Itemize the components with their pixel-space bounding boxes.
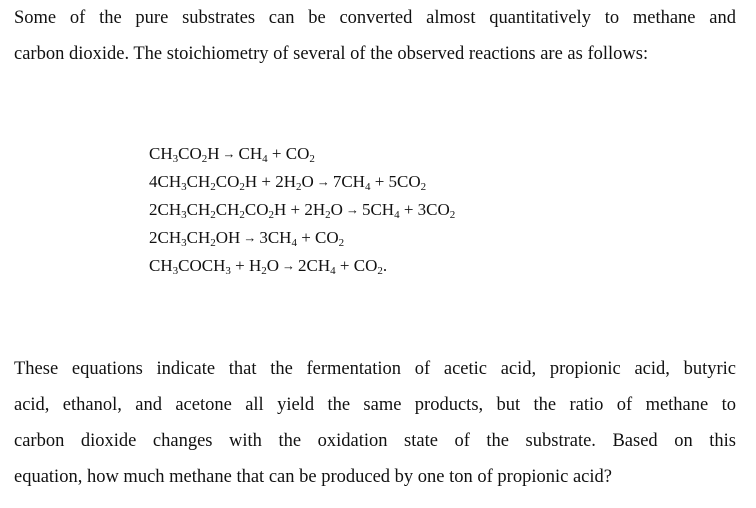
formula-text: O: [301, 172, 314, 191]
subscript: 3: [181, 209, 187, 221]
subscript: 2: [309, 153, 315, 165]
formula-text: H + 2H: [244, 172, 297, 191]
formula-text: COCH: [178, 256, 226, 275]
subscript: 2: [449, 209, 456, 221]
formula-text: + CO: [296, 228, 339, 247]
subscript: 2: [201, 153, 208, 165]
formula-text: CH: [186, 172, 211, 191]
formula-text: CO: [178, 144, 202, 163]
subscript: 4: [364, 181, 371, 193]
subscript: 3: [181, 181, 187, 193]
formula-text: 2CH: [298, 256, 331, 275]
formula-text: CH: [149, 256, 173, 275]
intro-paragraph: [14, 0, 736, 72]
subscript: 2: [239, 209, 245, 221]
reaction-equation: [149, 169, 455, 197]
formula-text: + CO: [335, 256, 378, 275]
subscript: 2: [338, 237, 345, 249]
subscript: 2: [210, 181, 216, 193]
intro-line: Some of the pure substrates can be converted almost quantitatively to methane and: [14, 8, 736, 28]
formula-text: OH: [215, 228, 241, 247]
formula-text: CH: [238, 144, 263, 163]
reaction-arrow-icon: →: [316, 174, 330, 189]
formula-text: .: [382, 256, 388, 275]
formula-text: CH: [215, 200, 240, 219]
question-line: These equations indicate that the fermentation of acetic acid, propionic acid, butyric: [14, 359, 736, 379]
subscript: 2: [377, 265, 383, 277]
subscript: 2: [420, 181, 427, 193]
formula-text: CO: [215, 172, 240, 191]
subscript: 2: [239, 181, 245, 193]
reaction-equation: [149, 253, 455, 281]
reaction-equation: [149, 141, 455, 169]
subscript: 4: [330, 265, 336, 277]
intro-line: carbon dioxide. The stoichiometry of several of the observed reactions are as follows:: [14, 44, 649, 64]
formula-text: O: [330, 200, 343, 219]
reaction-arrow-icon: →: [345, 202, 359, 217]
formula-text: 5CH: [361, 200, 395, 219]
reaction-equation: [149, 225, 455, 253]
formula-text: + CO: [267, 144, 310, 163]
formula-text: CH: [186, 200, 211, 219]
formula-text: 7CH: [332, 172, 365, 191]
reaction-equations: [149, 141, 455, 281]
question-paragraph: [14, 351, 736, 495]
formula-text: + 3CO: [399, 200, 450, 219]
reaction-arrow-icon: →: [243, 230, 257, 245]
formula-text: CH: [149, 144, 173, 163]
reaction-arrow-icon: →: [222, 146, 236, 161]
subscript: 2: [210, 209, 216, 221]
formula-text: 2CH: [149, 228, 182, 247]
subscript: 2: [210, 237, 216, 249]
subscript: 2: [325, 209, 331, 221]
subscript: 4: [394, 209, 400, 221]
question-line: acid, ethanol, and acetone all yield the same products, but the ratio of methane to: [14, 395, 736, 415]
reaction-arrow-icon: →: [282, 258, 296, 273]
question-line: equation, how much methane that can be produced by one ton of propionic acid?: [14, 467, 612, 487]
formula-text: CO: [244, 200, 269, 219]
formula-text: + H: [230, 256, 262, 275]
formula-text: 4CH: [149, 172, 182, 191]
subscript: 3: [225, 265, 231, 277]
formula-text: H + 2H: [274, 200, 326, 219]
subscript: 4: [291, 237, 297, 249]
formula-text: + 5CO: [370, 172, 421, 191]
formula-text: CH: [186, 228, 211, 247]
subscript: 2: [261, 265, 267, 277]
subscript: 3: [181, 237, 187, 249]
formula-text: 2CH: [149, 200, 182, 219]
subscript: 4: [262, 153, 268, 165]
subscript: 2: [296, 181, 302, 193]
subscript: 3: [172, 153, 179, 165]
formula-text: 3CH: [259, 228, 292, 247]
formula-text: H: [207, 144, 220, 163]
question-line: carbon dioxide changes with the oxidation state of the substrate. Based on this: [14, 431, 736, 451]
reaction-equation: [149, 197, 455, 225]
formula-text: O: [266, 256, 280, 275]
subscript: 3: [172, 265, 179, 277]
subscript: 2: [268, 209, 274, 221]
